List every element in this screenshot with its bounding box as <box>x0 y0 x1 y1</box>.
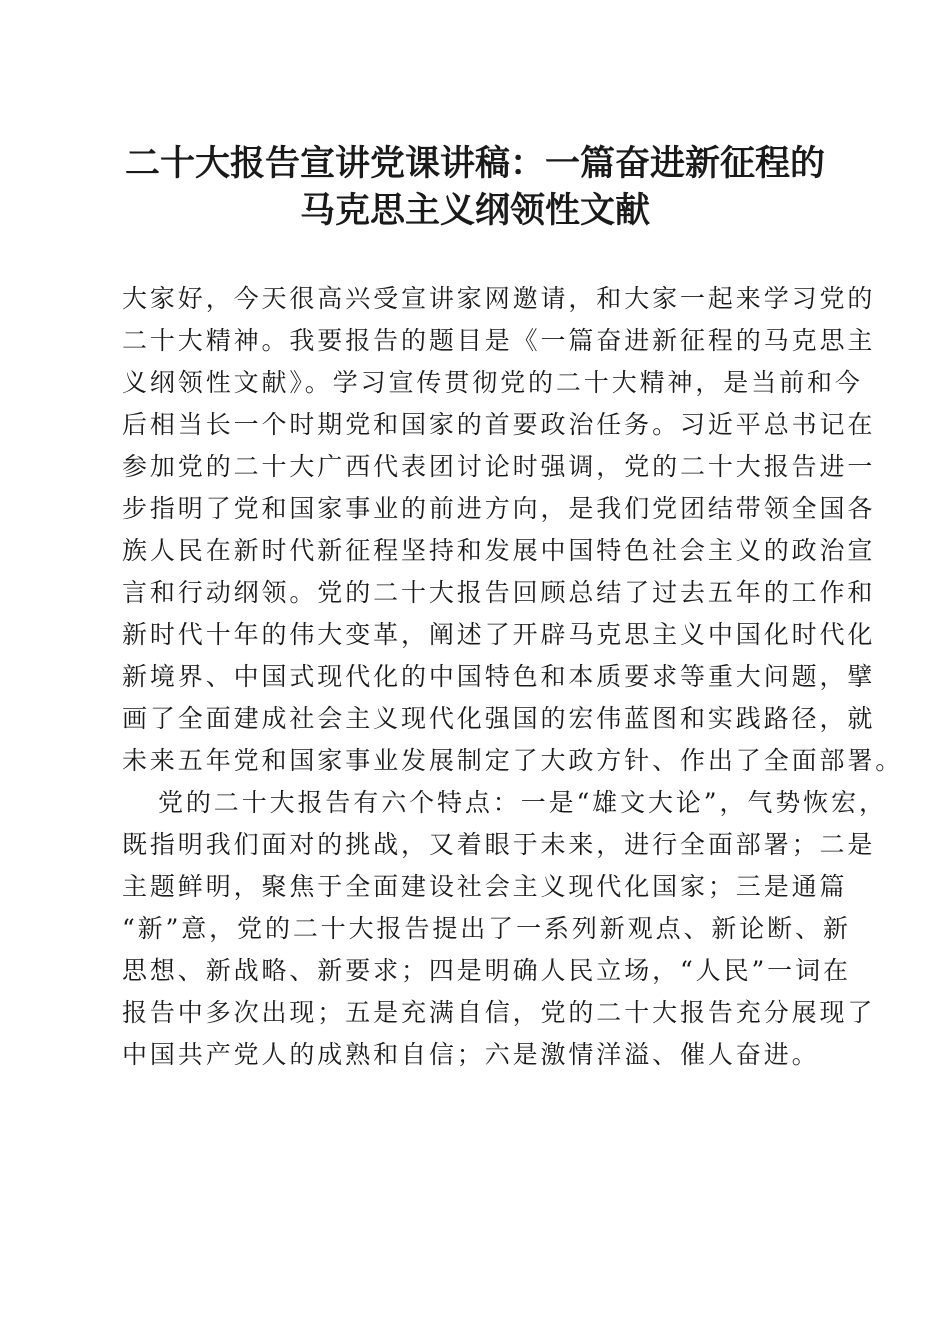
text-line: 党的二十大报告有六个特点：一是“雄文大论”，气势恢宏， <box>158 788 887 817</box>
text-line: 报告中多次出现；五是充满自信，党的二十大报告充分展现了 <box>122 998 876 1027</box>
text-line: 既指明我们面对的挑战，又着眼于未来，进行全面部署；二是 <box>122 830 876 859</box>
title-line-2: 马克思主义纲领性文献 <box>299 190 650 231</box>
paragraph-2 <box>122 782 887 1076</box>
text-line: 新时代十年的伟大变革，阐述了开辟马克思主义中国化时代化 <box>122 620 876 649</box>
text-line: 言和行动纲领。党的二十大报告回顾总结了过去五年的工作和 <box>122 578 876 607</box>
text-line: 参加党的二十大广西代表团讨论时强调，党的二十大报告进一 <box>122 452 876 481</box>
text-line: 后相当长一个时期党和国家的首要政治任务。习近平总书记在 <box>122 410 876 439</box>
text-line: 主题鲜明，聚焦于全面建设社会主义现代化国家；三是通篇 <box>122 872 848 901</box>
text-line: 未来五年党和国家事业发展制定了大政方针、作出了全面部署。 <box>122 746 904 775</box>
text-line: 二十大精神。我要报告的题目是《一篇奋进新征程的马克思主 <box>122 326 876 355</box>
text-line: 义纲领性文献》。学习宣传贯彻党的二十大精神，是当前和今 <box>122 368 863 397</box>
text-line: 大家好，今天很高兴受宣讲家网邀请，和大家一起来学习党的 <box>122 284 876 313</box>
text-line: 步指明了党和国家事业的前进方向，是我们党团结带领全国各 <box>122 494 876 523</box>
text-line: “新”意，党的二十大报告提出了一系列新观点、新论断、新 <box>122 914 851 943</box>
text-line: 中国共产党人的成熟和自信；六是激情洋溢、催人奋进。 <box>122 1040 820 1069</box>
text-line: 画了全面建成社会主义现代化强国的宏伟蓝图和实践路径，就 <box>122 704 876 733</box>
title-line-1: 二十大报告宣讲党课讲稿：一篇奋进新征程的 <box>124 143 825 184</box>
paragraph-1 <box>122 278 904 782</box>
text-line: 思想、新战略、新要求；四是明确人民立场，“人民”一词在 <box>122 956 851 985</box>
document-title <box>100 140 850 234</box>
text-line: 新境界、中国式现代化的中国特色和本质要求等重大问题，擘 <box>122 662 876 691</box>
document-body <box>122 278 904 1076</box>
text-line: 族人民在新时代新征程坚持和发展中国特色社会主义的政治宣 <box>122 536 876 565</box>
